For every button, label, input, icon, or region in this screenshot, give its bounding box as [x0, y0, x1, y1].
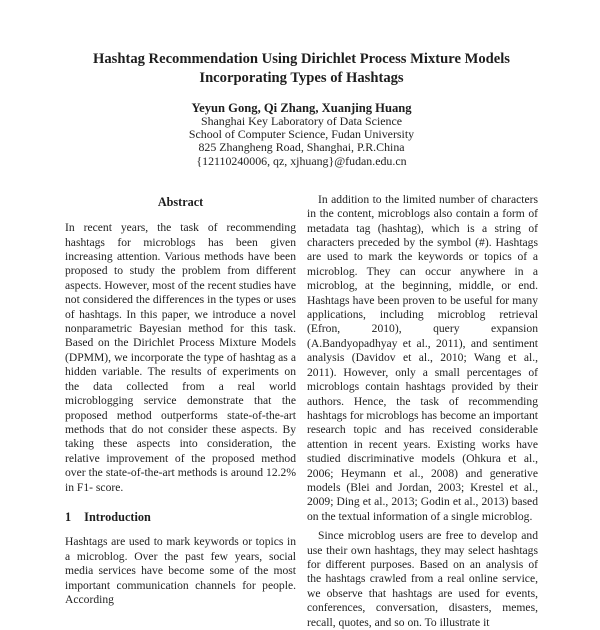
- affiliation-email: {12110240006, qz, xjhuang}@fudan.edu.cn: [196, 153, 407, 168]
- affiliation-address: 825 Zhangheng Road, Shanghai, P.R.China: [198, 140, 405, 155]
- right-column: [307, 193, 538, 630]
- paper-title-line-2: Incorporating Types of Hashtags: [199, 70, 404, 86]
- authors-line: Yeyun Gong, Qi Zhang, Xuanjing Huang: [191, 101, 412, 115]
- section-number: 1: [65, 509, 72, 524]
- paper-title-line-1: Hashtag Recommendation Using Dirichlet Process Mixture Models: [93, 51, 510, 67]
- affiliation-lab: Shanghai Key Laboratory of Data Science: [200, 114, 403, 128]
- abstract-body: In recent years, the task of recommending hashtags for microblogs has been given increasing attention. Various methods have been proposed to study the problem from different aspects. However, most of the recent studies have not considered the differences in the types or uses of hashtags. In this paper, we introduce a novel nonparametric Bayesian method for this task. Based on the Dirichlet Process Mixture Models (DPMM), we incorporate the type of hashtag as a hidden variable. The results of experiments on the data collected from a real world microblogging service demonstrate that the proposed method outperforms state-of-the-art methods that do not consider these aspects. By taking these aspects into consideration, the relative improvement of the proposed method over the state-of-the-art methods is around 12.2% in F1- score.: [65, 221, 296, 494]
- right-column-paragraph-2: Since microblog users are free to develop and use their own hashtags, they may select hashtags for different purposes. Based on an analysis of the hashtags crawled from a real online service, we observe that hashtags are used for events, conferences, conversation, disasters, memes, recall, quotes, and so on. To illustrate it: [307, 529, 538, 629]
- left-column: [65, 193, 296, 630]
- introduction-paragraph: Hashtags are used to mark keywords or topics in a microblog. Over the past few years, social media services have become some of the most important communication channels for people. According: [65, 535, 296, 606]
- two-column-body: [65, 193, 538, 630]
- abstract-heading: Abstract: [157, 194, 204, 209]
- section-heading-introduction: [65, 510, 296, 524]
- affiliation-school: School of Computer Science, Fudan University: [188, 127, 415, 142]
- right-column-paragraph-1: In addition to the limited number of characters in the content, microblogs also contain a form of metadata tag (hashtag), which is a string of characters preceded by the symbol (#). Hashtags are used to mark the keywords or topics of a microblog. They can occur anywhere in a microblog, at the beginning, middle, or end. Hashtags have been proven to be useful for many applications, including microblog retrieval (Efron, 2010), query expansion (A.Bandyopadhyay et al., 2011), and sentiment analysis (Davidov et al., 2010; Wang et al., 2011). However, only a small percentages of microblogs contain hashtags provided by their authors. Hence, the task of recommending hashtags for microblogs has become an important research topic and has received considerable attention in recent years. Existing works have studied discriminative models (Ohkura et al., 2006; Heymann et al., 2008) and generative models (Blei and Jordan, 2003; Krestel et al., 2009; Ding et al., 2013; Godin et al., 2013) based on the textual information of a single microblog.: [307, 192, 538, 523]
- title-block: [65, 50, 538, 168]
- section-title: Introduction: [84, 509, 151, 524]
